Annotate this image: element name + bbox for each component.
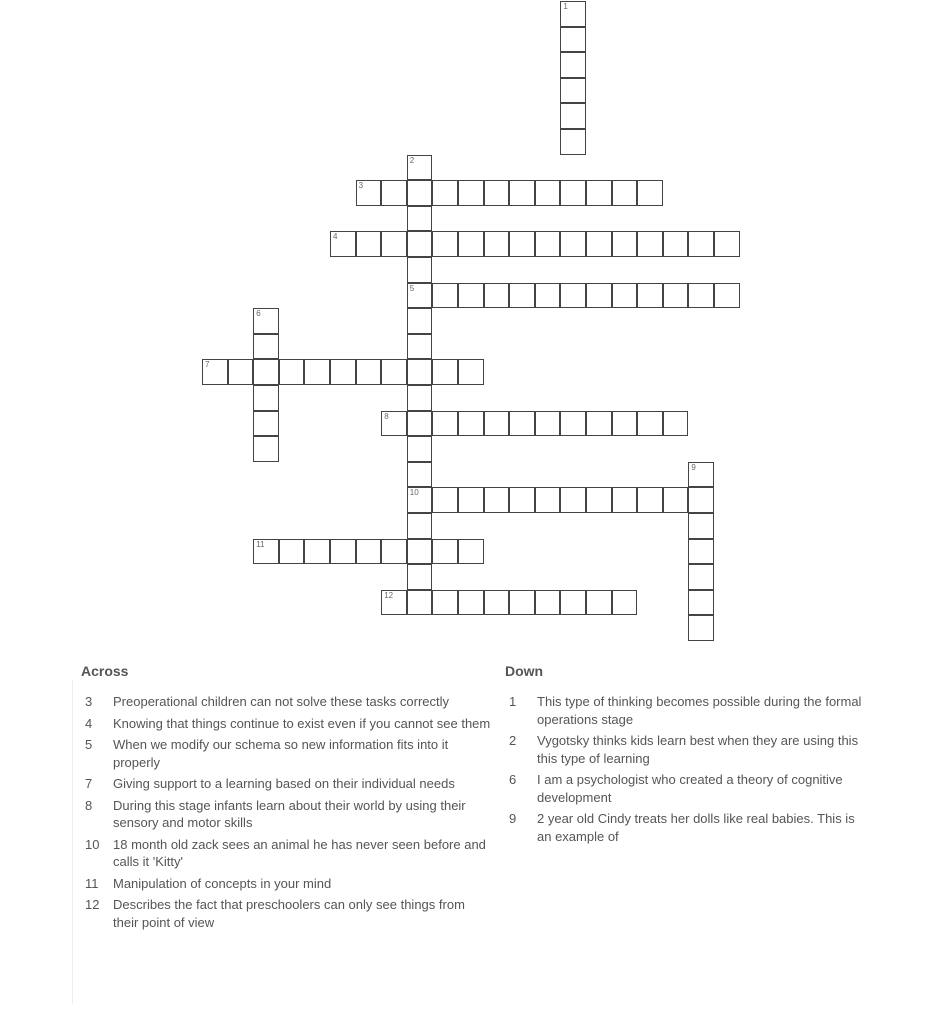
clue-number: 5 <box>85 737 93 752</box>
grid-cell[interactable] <box>688 564 714 590</box>
down-clue <box>505 693 865 728</box>
grid-cell[interactable] <box>612 487 638 513</box>
grid-cell[interactable] <box>663 411 689 437</box>
clue-number: 9 <box>691 462 696 472</box>
grid-cell[interactable] <box>407 411 433 437</box>
grid-cell[interactable] <box>637 487 663 513</box>
clue-number: 7 <box>205 360 210 370</box>
grid-cell[interactable] <box>458 487 484 513</box>
grid-cell[interactable] <box>535 411 561 437</box>
grid-cell[interactable] <box>304 539 330 565</box>
grid-cell[interactable] <box>688 231 714 257</box>
grid-cell[interactable] <box>407 513 433 539</box>
across-clues <box>81 663 491 935</box>
grid-cell[interactable] <box>688 283 714 309</box>
clue-number: 12 <box>384 590 394 600</box>
grid-cell[interactable] <box>381 411 407 437</box>
grid-cell[interactable] <box>535 231 561 257</box>
clue-number: 12 <box>85 897 100 912</box>
grid-cell[interactable] <box>407 590 433 616</box>
down-heading: Down <box>505 663 544 679</box>
grid-cell[interactable] <box>458 231 484 257</box>
grid-cell[interactable] <box>688 462 714 488</box>
down-clue <box>505 732 865 767</box>
grid-cell[interactable] <box>432 590 458 616</box>
grid-cell[interactable] <box>253 308 279 334</box>
across-heading: Across <box>81 663 129 679</box>
grid-cell[interactable] <box>330 539 356 565</box>
grid-cell[interactable] <box>535 283 561 309</box>
grid-cell[interactable] <box>509 283 535 309</box>
clue-number: 1 <box>563 2 568 11</box>
clue-text: Manipulation of concepts in your mind <box>113 875 332 891</box>
grid-cell[interactable] <box>637 231 663 257</box>
clue-number: 2 <box>409 155 415 165</box>
grid-cell[interactable] <box>253 385 279 411</box>
grid-cell[interactable] <box>560 52 586 78</box>
clue-text: This type of thinking becomes possible during the formal operations stage <box>537 694 862 727</box>
clue-number: 4 <box>85 715 93 731</box>
grid-cell[interactable] <box>407 180 433 206</box>
clue-text: Knowing that things continue to exist even if you cannot see them <box>113 715 491 731</box>
grid-cell[interactable] <box>586 487 612 513</box>
across-clue <box>81 693 491 711</box>
grid-cell[interactable] <box>484 487 510 513</box>
grid-cell[interactable] <box>407 436 433 462</box>
grid-cell[interactable] <box>407 385 433 411</box>
grid-cell[interactable] <box>560 231 586 257</box>
grid-cell[interactable] <box>304 359 330 385</box>
grid-cell[interactable] <box>458 359 484 385</box>
grid-cell[interactable] <box>535 487 561 513</box>
across-clue <box>81 896 491 931</box>
grid-cell[interactable] <box>253 411 279 437</box>
grid-cell[interactable] <box>253 334 279 360</box>
grid-cell[interactable] <box>458 411 484 437</box>
grid-cell[interactable] <box>407 308 433 334</box>
clue-text: I am a psychologist who created a theory of cognitive development <box>537 772 843 805</box>
down-clues <box>505 663 865 849</box>
divider <box>72 680 73 1004</box>
grid-cell[interactable] <box>560 103 586 129</box>
grid-cell[interactable] <box>253 436 279 462</box>
clue-text: When we modify our schema so new information fits into it properly <box>113 737 449 770</box>
grid-cell[interactable] <box>279 539 305 565</box>
across-clue <box>81 797 491 832</box>
grid-cell[interactable] <box>637 180 663 206</box>
clue-text: Vygotsky thinks kids learn best when they are using this this type of learning <box>537 733 859 766</box>
grid-cell[interactable] <box>432 539 458 565</box>
grid-cell[interactable] <box>509 411 535 437</box>
clue-number: 8 <box>85 797 93 813</box>
grid-cell[interactable] <box>407 283 433 309</box>
grid-cell[interactable] <box>484 590 510 616</box>
grid-cell[interactable] <box>688 590 714 616</box>
clue-number: 4 <box>333 232 338 242</box>
grid-cell[interactable] <box>330 359 356 385</box>
clue-text: Preoperational children can not solve these tasks correctly <box>113 694 450 709</box>
grid-cell[interactable] <box>509 487 535 513</box>
clue-text: During this stage infants learn about their world by using their sensory and motor skills <box>113 797 466 830</box>
grid-cell[interactable] <box>535 590 561 616</box>
grid-cell[interactable] <box>407 487 433 513</box>
grid-cell[interactable] <box>407 359 433 385</box>
grid-cell[interactable] <box>381 180 407 206</box>
grid-cell[interactable] <box>202 359 228 385</box>
clue-text: 18 month old zack sees an animal he has never seen before and calls it 'Kitty' <box>113 836 486 869</box>
grid-cell[interactable] <box>432 487 458 513</box>
clue-number: 11 <box>85 875 99 891</box>
grid-cell[interactable] <box>612 411 638 437</box>
grid-cell[interactable] <box>381 231 407 257</box>
grid-cell[interactable] <box>253 359 279 385</box>
clue-number: 3 <box>85 694 93 709</box>
grid-cell[interactable] <box>432 411 458 437</box>
down-clue-list <box>505 693 865 845</box>
grid-cell[interactable] <box>586 590 612 616</box>
grid-cell[interactable] <box>714 231 740 257</box>
grid-cell[interactable] <box>688 539 714 565</box>
grid-cell[interactable] <box>663 283 689 309</box>
clue-number: 10 <box>85 836 100 852</box>
grid-cell[interactable] <box>688 513 714 539</box>
clue-text: Describes the fact that preschoolers can only see things from their point of view <box>113 897 465 930</box>
grid-cell[interactable] <box>356 180 382 206</box>
grid-cell[interactable] <box>484 231 510 257</box>
grid-cell[interactable] <box>560 180 586 206</box>
grid-cell[interactable] <box>560 487 586 513</box>
grid-cell[interactable] <box>253 539 279 565</box>
grid-cell[interactable] <box>586 411 612 437</box>
grid-cell[interactable] <box>381 590 407 616</box>
grid-cell[interactable] <box>432 359 458 385</box>
grid-cell[interactable] <box>560 283 586 309</box>
grid-cell[interactable] <box>407 539 433 565</box>
grid-cell[interactable] <box>688 615 714 641</box>
across-clue <box>81 736 491 771</box>
grid-cell[interactable] <box>688 487 714 513</box>
grid-cell[interactable] <box>560 1 586 27</box>
grid-cell[interactable] <box>432 283 458 309</box>
grid-cell[interactable] <box>228 359 254 385</box>
grid-cell[interactable] <box>458 590 484 616</box>
grid-cell[interactable] <box>612 231 638 257</box>
grid-cell[interactable] <box>714 283 740 309</box>
grid-cell[interactable] <box>407 462 433 488</box>
down-clue <box>505 810 865 845</box>
grid-cell[interactable] <box>586 231 612 257</box>
grid-cell[interactable] <box>509 590 535 616</box>
grid-cell[interactable] <box>458 180 484 206</box>
grid-cell[interactable] <box>356 359 382 385</box>
grid-cell[interactable] <box>407 155 433 181</box>
grid-cell[interactable] <box>560 590 586 616</box>
grid-cell[interactable] <box>407 231 433 257</box>
across-clue <box>81 836 491 871</box>
across-clue-list <box>81 693 491 931</box>
grid-cell[interactable] <box>432 231 458 257</box>
clue-number: 3 <box>358 181 364 191</box>
clue-number: 1 <box>509 694 517 709</box>
clue-number: 11 <box>256 539 265 549</box>
grid-cell[interactable] <box>432 180 458 206</box>
grid-cell[interactable] <box>356 539 382 565</box>
grid-cell[interactable] <box>458 283 484 309</box>
grid-cell[interactable] <box>407 257 433 283</box>
clue-number: 7 <box>85 776 93 791</box>
grid-cell[interactable] <box>663 231 689 257</box>
grid-cell[interactable] <box>637 411 663 437</box>
grid-cell[interactable] <box>407 206 433 232</box>
grid-cell[interactable] <box>637 283 663 309</box>
across-clue <box>81 875 491 893</box>
clue-number: 6 <box>256 309 261 319</box>
clue-number: 9 <box>509 811 517 826</box>
clue-number: 10 <box>409 488 419 498</box>
grid-cell[interactable] <box>535 180 561 206</box>
clue-text: 2 year old Cindy treats her dolls like real babies. This is an example of <box>537 811 855 844</box>
grid-cell[interactable] <box>509 231 535 257</box>
grid-cell[interactable] <box>586 283 612 309</box>
grid-cell[interactable] <box>509 180 535 206</box>
clue-number: 2 <box>509 733 517 748</box>
clue-text: Giving support to a learning based on their individual needs <box>113 776 455 791</box>
grid-cell[interactable] <box>407 564 433 590</box>
down-clue <box>505 771 865 806</box>
grid-cell[interactable] <box>330 231 356 257</box>
grid-cell[interactable] <box>484 411 510 437</box>
grid-cell[interactable] <box>612 283 638 309</box>
grid-cell[interactable] <box>612 590 638 616</box>
clue-number: 5 <box>409 283 415 293</box>
across-clue <box>81 775 491 793</box>
grid-cell[interactable] <box>458 539 484 565</box>
grid-cell[interactable] <box>279 359 305 385</box>
grid-cell[interactable] <box>560 129 586 155</box>
grid-cell[interactable] <box>612 180 638 206</box>
grid-cell[interactable] <box>560 78 586 104</box>
grid-cell[interactable] <box>407 334 433 360</box>
grid-cell[interactable] <box>356 231 382 257</box>
clue-number: 8 <box>384 411 389 421</box>
grid-cell[interactable] <box>484 180 510 206</box>
grid-cell[interactable] <box>381 359 407 385</box>
grid-cell[interactable] <box>560 27 586 53</box>
grid-cell[interactable] <box>663 487 689 513</box>
clue-number: 6 <box>509 772 517 787</box>
grid-cell[interactable] <box>586 180 612 206</box>
grid-cell[interactable] <box>484 283 510 309</box>
grid-cell[interactable] <box>560 411 586 437</box>
across-clue <box>81 715 491 733</box>
grid-cell[interactable] <box>381 539 407 565</box>
